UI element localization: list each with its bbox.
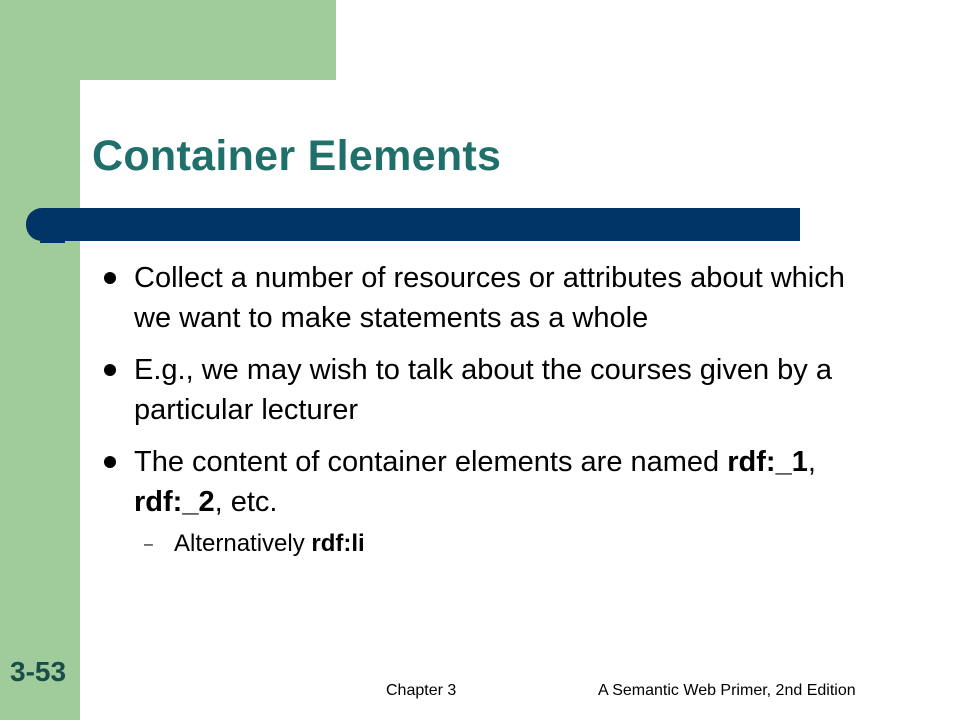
bullet-item bbox=[104, 258, 864, 338]
rdf-li-term: rdf:li bbox=[311, 530, 365, 557]
bullet-item bbox=[104, 350, 864, 430]
sub-bullet-text bbox=[174, 530, 365, 557]
slide-title: Container Elements bbox=[92, 132, 502, 180]
bullet-text-part: , etc. bbox=[214, 486, 278, 518]
sub-bullet-text-part: Alternatively bbox=[174, 530, 312, 557]
footer-chapter: Chapter 3 bbox=[386, 682, 457, 699]
bullet-text: E.g., we may wish to talk about the courses given by a particular lecturer bbox=[134, 354, 832, 426]
bullet-list bbox=[104, 258, 864, 560]
bullet-text: Collect a number of resources or attributes about which we want to make statements as a whole bbox=[134, 262, 845, 334]
bullet-text bbox=[134, 446, 816, 518]
sub-bullet-item bbox=[104, 528, 864, 560]
green-top-band bbox=[0, 0, 336, 80]
green-side-band bbox=[0, 0, 80, 720]
bullet-dot-icon bbox=[104, 364, 116, 376]
bullet-item bbox=[104, 442, 864, 522]
title-underline-cap bbox=[40, 241, 65, 243]
rdf-1-term: rdf:_1 bbox=[727, 446, 808, 478]
bullet-dot-icon bbox=[104, 456, 116, 468]
footer-book-title: A Semantic Web Primer, 2nd Edition bbox=[598, 682, 856, 699]
bullet-text-part: , bbox=[807, 446, 816, 478]
title-underline-bar bbox=[26, 208, 800, 241]
bullet-dot-icon bbox=[104, 272, 116, 284]
sub-bullet-dash: – bbox=[144, 536, 153, 553]
rdf-2-term: rdf:_2 bbox=[134, 486, 215, 518]
slide-number: 3-53 bbox=[10, 656, 67, 687]
bullet-text-part: The content of container elements are named bbox=[134, 446, 728, 478]
